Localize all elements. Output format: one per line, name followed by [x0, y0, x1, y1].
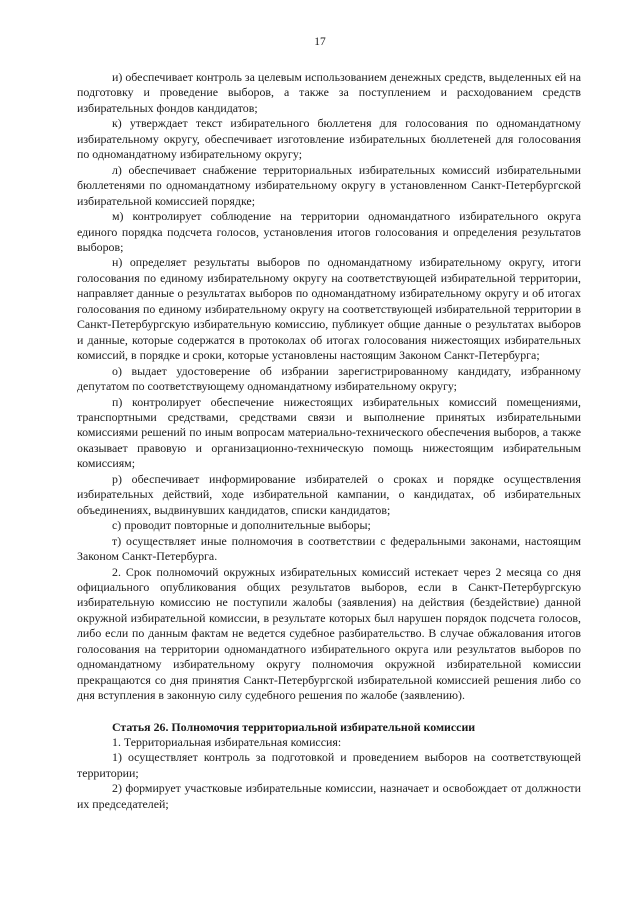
paragraph: 2) формирует участковые избирательные комиссии, назначает и освобождает от должности их председателей;	[77, 781, 581, 811]
paragraph: с) проводит повторные и дополнительные выборы;	[112, 518, 371, 533]
page-number: 17	[314, 36, 326, 48]
paragraph: 1) осуществляет контроль за подготовкой и проведением выборов на соответствующей территории;	[77, 750, 581, 780]
paragraph: 1. Территориальная избирательная комиссия:	[112, 735, 342, 750]
paragraph: л) обеспечивает снабжение территориальных избирательных комиссий избирательными бюллетенями по одномандатному избирательному округу в установленном Санкт-Петербургской избирательной комиссией порядке;	[77, 162, 581, 208]
paragraph: р) обеспечивает информирование избирателей о сроках и порядке осуществления избирательных действий, ходе избирательной кампании, о кандидатах, об избирательных объединениях, выдвинувших кандидатов, списки кандидатов;	[77, 471, 581, 517]
paragraph: к) утверждает текст избирательного бюллетеня для голосования по одномандатному избирательному округу, обеспечивает изготовление избирательных бюллетеней для голосования по одномандатному избирательному округу;	[77, 116, 581, 162]
paragraph: т) осуществляет иные полномочия в соответствии с федеральными законами, настоящим Законом Санкт-Петербурга.	[77, 533, 581, 564]
paragraph: п) контролирует обеспечение нижестоящих избирательных комиссий помещениями, транспортными средствами, средствами связи и выполнение принятых избирательными комиссиями решений по иным вопросам материально-технического обеспечения выборов, а также оказывает правовую и организационно-техническую помощь нижестоящим избирательным комиссиям;	[77, 394, 581, 471]
paragraph: м) контролирует соблюдение на территории одномандатного избирательного округа единого порядка подсчета голосов, установления итогов голосования и определения результатов выборов;	[77, 209, 581, 254]
paragraph: н) определяет результаты выборов по одномандатному избирательному округу, итоги голосования по единому избирательному округу на соответствующей избирательной территории, направляет данные о результатах выборов по одномандатному избирательному округу и об итогах голосования по единому избирательному округу на соответствующей избирательной территории в Санкт-Петербургскую избирательную комиссию, публикует общие данные о результатах выборов и данные, которые содержатся в протоколах об итогах голосования нижестоящих избирательных комиссий, в порядке и сроки, которые установлены настоящим Законом Санкт-Петербурга;	[77, 255, 581, 363]
paragraph: о) выдает удостоверение об избрании зарегистрированному кандидату, избранному депутатом по соответствующему одномандатному избирательному округу;	[77, 363, 581, 394]
paragraph: 2. Срок полномочий окружных избирательных комиссий истекает через 2 месяца со дня официального опубликования общих результатов выборов, если в Санкт-Петербургскую избирательную комиссию не поступили жалобы (заявления) на действия (бездействие) данной окружной избирательной комиссии, в результате которых был нарушен порядок подсчета голосов, либо если по данным фактам не ведется судебное разбирательство. В случае обжалования итогов голосования на территории одномандатного избирательного округа или результатов выборов по одномандатному избирательному округу полномочия окружной избирательной комиссии прекращаются со дня принятия Санкт-Петербургской избирательной комиссией решения либо со дня вступления в законную силу судебного решения по жалобе (заявлению).	[77, 564, 581, 703]
document-body	[77, 70, 581, 812]
paragraph: и) обеспечивает контроль за целевым использованием денежных средств, выделенных ей на подготовку и проведение выборов, а также за поступлением и расходованием средств избирательных фондов кандидатов;	[77, 70, 581, 115]
article-heading: Статья 26. Полномочия территориальной избирательной комиссии	[112, 719, 476, 734]
